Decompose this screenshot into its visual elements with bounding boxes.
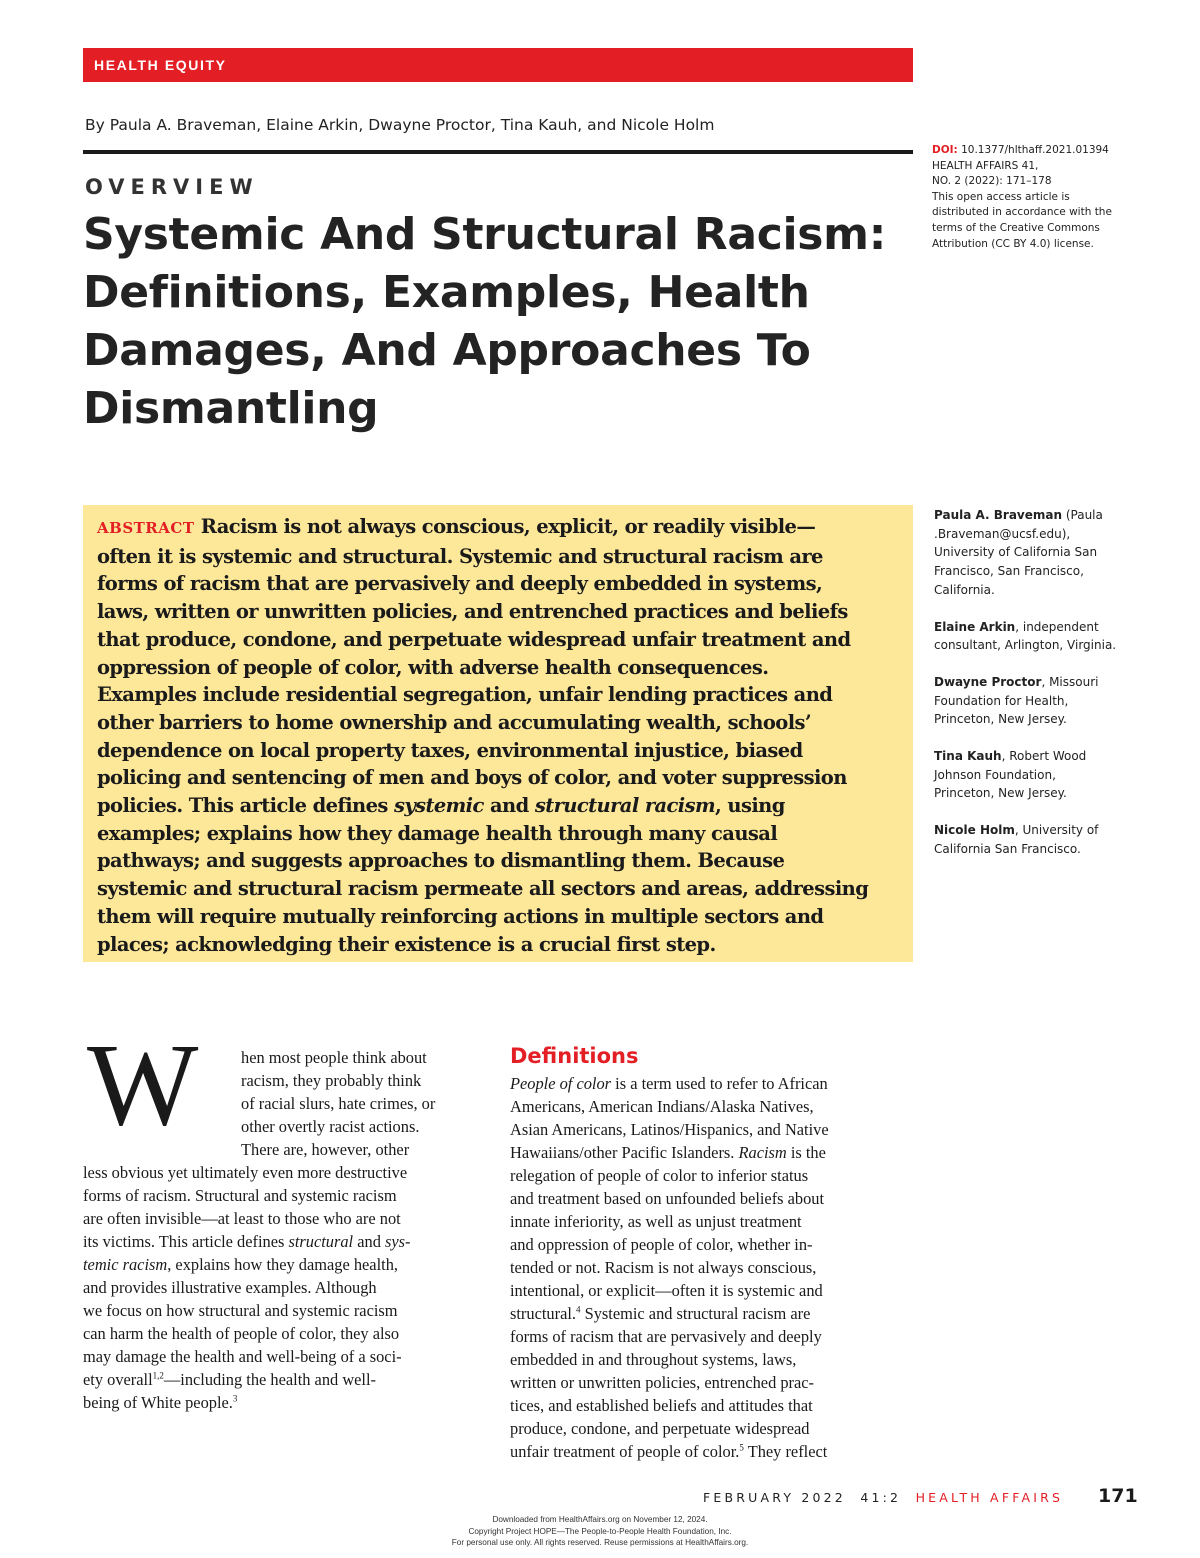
body-column-left xyxy=(83,1046,488,1414)
abstract-label: ABSTRACT xyxy=(97,519,195,537)
abstract-fragment: , using xyxy=(715,794,785,818)
drop-cap: W xyxy=(87,1019,199,1150)
abstract-emphasis: structural racism xyxy=(534,794,716,818)
body-emphasis: Racism xyxy=(738,1143,787,1162)
title-line: Damages, And Approaches To xyxy=(83,325,811,376)
body-fragment: , explains how they damage health, xyxy=(167,1255,398,1274)
license-line: terms of the Creative Commons xyxy=(932,221,1100,234)
abstract-line: policing and sentencing of men and boys of color, and voter suppression xyxy=(97,766,847,790)
author-name: Elaine Arkin xyxy=(934,619,1016,634)
body-fragment: and xyxy=(353,1232,385,1251)
body-fragment: is a term used to refer to African xyxy=(611,1074,828,1093)
body-line: Americans, American Indians/Alaska Natives, xyxy=(510,1097,814,1116)
footer-journal: HEALTH AFFAIRS xyxy=(915,1490,1064,1505)
body-line: we focus on how structural and systemic racism xyxy=(83,1301,398,1320)
body-line: of racial slurs, hate crimes, or xyxy=(241,1094,436,1113)
affiliation-entry xyxy=(934,618,1134,655)
body-line: forms of racism that are pervasively and deeply xyxy=(510,1327,822,1346)
running-footer xyxy=(703,1490,1063,1505)
body-fragment: Systemic and structural racism are xyxy=(580,1304,811,1323)
affiliation-text: California. xyxy=(934,582,995,597)
body-emphasis: structural xyxy=(288,1232,354,1251)
citation-journal: HEALTH AFFAIRS 41, xyxy=(932,159,1039,172)
article-title xyxy=(83,206,903,438)
title-line: Definitions, Examples, Health xyxy=(83,267,810,318)
abstract-line: Examples include residential segregation, unfair lending practices and xyxy=(97,683,833,707)
abstract-line: them will require mutually reinforcing actions in multiple sectors and xyxy=(97,904,824,928)
affiliation-entry xyxy=(934,747,1134,803)
abstract-line xyxy=(97,792,905,820)
affiliation-text: Princeton, New Jersey. xyxy=(934,712,1067,727)
abstract-line: oppression of people of color, with adverse health consequences. xyxy=(97,655,769,679)
affiliation-text: (Paula xyxy=(1062,508,1103,522)
body-fragment: Hawaiians/other Pacific Islanders. xyxy=(510,1143,739,1162)
author-byline: By Paula A. Braveman, Elaine Arkin, Dwayne Proctor, Tina Kauh, and Nicole Holm xyxy=(85,116,715,134)
body-column-right xyxy=(510,1072,915,1463)
affiliation-entry xyxy=(934,506,1134,600)
reference-marker[interactable]: 1,2 xyxy=(152,1370,164,1381)
body-line: can harm the health of people of color, they also xyxy=(83,1324,400,1343)
body-line xyxy=(83,1230,488,1253)
body-line: tices, and established beliefs and attitudes that xyxy=(510,1396,813,1415)
author-email[interactable]: .Braveman@ucsf.edu), xyxy=(934,526,1071,541)
reference-marker[interactable]: 5 xyxy=(739,1442,744,1453)
section-banner xyxy=(83,48,913,82)
abstract-line: dependence on local property taxes, environmental injustice, biased xyxy=(97,738,803,762)
abstract-text xyxy=(97,513,905,958)
body-fragment: its victims. This article defines xyxy=(83,1232,289,1251)
download-notice-line: For personal use only. All rights reserved. Reuse permissions at HealthAffairs.org. xyxy=(451,1538,749,1548)
body-line: other overtly racist actions. xyxy=(241,1117,420,1136)
author-name: Nicole Holm xyxy=(934,823,1015,838)
license-line: distributed in accordance with the xyxy=(932,206,1112,219)
body-line xyxy=(83,1253,488,1276)
affiliation-text: University of California San xyxy=(934,545,1098,560)
abstract-fragment: policies. This article defines xyxy=(97,794,394,818)
body-line: forms of racism. Structural and systemic racism xyxy=(83,1186,397,1205)
body-line xyxy=(510,1072,915,1095)
body-line xyxy=(510,1141,915,1164)
body-line: and treatment based on unfounded beliefs about xyxy=(510,1189,825,1208)
body-emphasis: People of color xyxy=(510,1074,612,1093)
body-emphasis: sys- xyxy=(385,1232,411,1251)
download-notice-line: Downloaded from HealthAffairs.org on November 12, 2024. xyxy=(492,1515,708,1524)
affiliation-entry xyxy=(934,673,1134,729)
author-name: Tina Kauh xyxy=(934,749,1002,764)
abstract-fragment: and xyxy=(483,794,535,818)
title-line: Dismantling xyxy=(83,383,379,434)
abstract-line: Racism is not always conscious, explicit, or readily visible— xyxy=(200,515,816,538)
download-notice xyxy=(400,1514,800,1549)
body-fragment: They reflect xyxy=(743,1442,828,1461)
body-fragment: being of White people. xyxy=(83,1393,233,1412)
abstract-line: examples; explains how they damage health through many causal xyxy=(97,821,778,845)
affiliation-text: , University of xyxy=(1014,823,1099,838)
affiliation-text: , Robert Wood xyxy=(1001,749,1087,764)
affiliation-text: Francisco, San Francisco, xyxy=(934,564,1084,579)
body-line xyxy=(83,1391,488,1414)
abstract-line: laws, written or unwritten policies, and entrenched practices and beliefs xyxy=(97,600,848,624)
abstract-line: places; acknowledging their existence is a crucial first step. xyxy=(97,932,716,956)
body-fragment: ety overall xyxy=(83,1370,153,1389)
affiliation-text: Foundation for Health, xyxy=(934,693,1069,708)
download-notice-line: Copyright Project HOPE—The People-to-People Health Foundation, Inc. xyxy=(468,1526,732,1536)
affiliation-text: Johnson Foundation, xyxy=(934,767,1056,782)
body-line xyxy=(510,1440,915,1463)
reference-marker[interactable]: 4 xyxy=(576,1304,581,1315)
footer-date: FEBRUARY 2022 xyxy=(703,1490,846,1505)
citation-issue: NO. 2 (2022): 171–178 xyxy=(932,175,1052,188)
affiliation-entry xyxy=(934,821,1134,858)
body-emphasis: temic racism xyxy=(83,1255,168,1274)
author-name: Dwayne Proctor xyxy=(934,674,1042,689)
body-line: embedded in and throughout systems, laws, xyxy=(510,1350,797,1369)
body-line: There are, however, other xyxy=(241,1140,410,1159)
body-line: may damage the health and well-being of a soci- xyxy=(83,1347,402,1366)
section-label: HEALTH EQUITY xyxy=(94,57,227,73)
body-fragment: —including the health and well- xyxy=(163,1370,377,1389)
body-fragment: is the xyxy=(786,1143,826,1162)
affiliation-text: , Missouri xyxy=(1041,674,1099,689)
body-line: relegation of people of color to inferior status xyxy=(510,1166,809,1185)
abstract-line: systemic and structural racism permeate all sectors and areas, addressing xyxy=(97,877,869,901)
body-line: Asian Americans, Latinos/Hispanics, and Native xyxy=(510,1120,829,1139)
abstract-emphasis: systemic xyxy=(393,794,484,818)
body-line xyxy=(83,1368,488,1391)
body-line: less obvious yet ultimately even more destructive xyxy=(83,1163,408,1182)
doi-link[interactable]: 10.1377/hlthaff.2021.01394 xyxy=(961,144,1109,156)
body-line: hen most people think about xyxy=(241,1048,427,1067)
header-divider xyxy=(83,150,913,154)
abstract-line: pathways; and suggests approaches to dismantling them. Because xyxy=(97,849,785,873)
reference-marker[interactable]: 3 xyxy=(232,1393,238,1404)
abstract-line: other barriers to home ownership and accumulating wealth, schools’ xyxy=(97,710,812,734)
license-line: This open access article is xyxy=(932,190,1070,203)
footer-issue: 41:2 xyxy=(860,1490,902,1505)
body-line xyxy=(510,1302,915,1325)
title-line: Systemic And Structural Racism: xyxy=(83,209,887,260)
body-line: intentional, or explicit—often it is systemic and xyxy=(510,1281,823,1300)
body-line: are often invisible—at least to those who are not xyxy=(83,1209,401,1228)
section-heading-definitions: Definitions xyxy=(510,1044,639,1068)
license-line: Attribution (CC BY 4.0) license. xyxy=(932,237,1094,250)
body-line: produce, condone, and perpetuate widespread xyxy=(510,1419,810,1438)
body-line: and provides illustrative examples. Although xyxy=(83,1278,377,1297)
affiliation-text: consultant, Arlington, Virginia. xyxy=(934,638,1117,653)
body-line: tended or not. Racism is not always conscious, xyxy=(510,1258,817,1277)
affiliation-text: Princeton, New Jersey. xyxy=(934,786,1067,801)
body-fragment: unfair treatment of people of color. xyxy=(510,1442,740,1461)
affiliation-text: , independent xyxy=(1015,619,1099,634)
body-line: innate inferiority, as well as unjust treatment xyxy=(510,1212,802,1231)
page-number: 171 xyxy=(1098,1485,1138,1507)
article-type-kicker: OVERVIEW xyxy=(85,175,259,199)
abstract-line: forms of racism that are pervasively and deeply embedded in systems, xyxy=(97,572,823,596)
body-line: written or unwritten policies, entrenched prac- xyxy=(510,1373,815,1392)
author-affiliations xyxy=(934,506,1134,877)
doi-label: DOI: xyxy=(932,144,958,156)
affiliation-text: California San Francisco. xyxy=(934,841,1081,856)
body-fragment: structural. xyxy=(510,1304,576,1323)
abstract-line: often it is systemic and structural. Systemic and structural racism are xyxy=(97,544,823,568)
author-name: Paula A. Braveman xyxy=(934,508,1063,522)
body-line: racism, they probably think xyxy=(241,1071,422,1090)
abstract-line: that produce, condone, and perpetuate widespread unfair treatment and xyxy=(97,627,851,651)
body-line: and oppression of people of color, whether in- xyxy=(510,1235,813,1254)
doi-citation-block xyxy=(932,143,1132,252)
